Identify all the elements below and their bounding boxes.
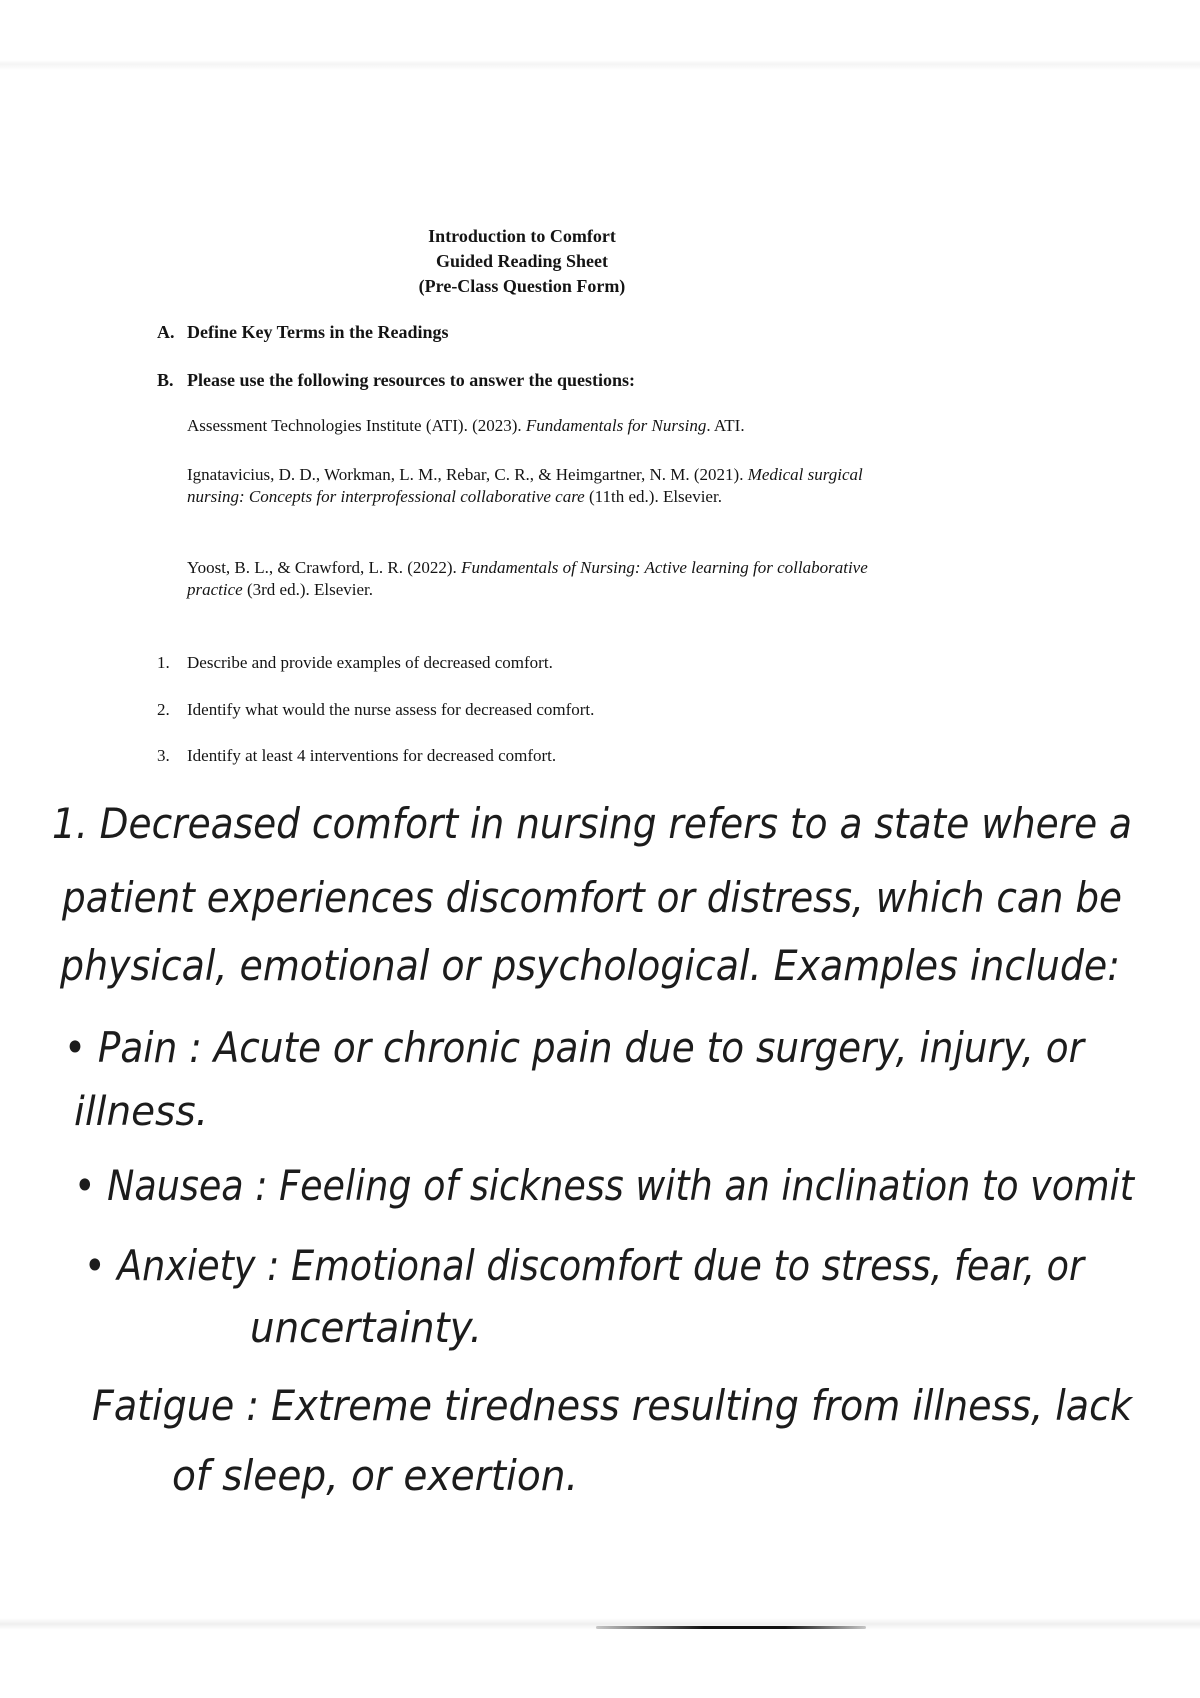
handwritten-line: uncertainty.	[250, 1303, 482, 1352]
section-title: Please use the following resources to answer the questions:	[187, 370, 635, 390]
reference-text: (11th ed.). Elsevier.	[584, 487, 722, 506]
handwritten-line: of sleep, or exertion.	[172, 1451, 578, 1500]
handwritten-line: illness.	[74, 1089, 208, 1135]
handwritten-line: • Pain : Acute or chronic pain due to surgery, injury, or	[64, 1023, 1087, 1072]
reference-text: Yoost, B. L., & Crawford, L. R. (2022).	[187, 558, 462, 577]
handwritten-line: physical, emotional or psychological. Examples include:	[59, 941, 1120, 990]
handwritten-line: patient experiences discomfort or distress, which can be	[61, 873, 1122, 922]
handwritten-line: 1. Decreased comfort in nursing refers to a state where a	[52, 799, 1132, 848]
section-title: Define Key Terms in the Readings	[187, 322, 449, 342]
reference-title: Fundamentals of Nursing: Active learning for collaborative practice	[187, 558, 868, 599]
question-number: 2.	[157, 700, 170, 719]
question-text: Identify what would the nurse assess for decreased comfort.	[187, 700, 595, 719]
question-number: 3.	[157, 746, 170, 765]
handwritten-line: • Anxiety : Emotional discomfort due to stress, fear, or	[84, 1241, 1087, 1290]
footer-rule	[596, 1626, 866, 1629]
question-text: Identify at least 4 interventions for decreased comfort.	[187, 746, 557, 765]
handwritten-line: • Nausea : Feeling of sickness with an inclination to vomit	[74, 1161, 1136, 1210]
header-form-type: (Pre-Class Question Form)	[418, 276, 626, 296]
header-title: Introduction to Comfort	[428, 226, 616, 246]
reference-title: Medical surgical nursing: Concepts for interprofessional collaborative care	[187, 465, 863, 506]
section-letter: B.	[157, 370, 174, 390]
header-subtitle: Guided Reading Sheet	[435, 251, 609, 271]
reference-text: Assessment Technologies Institute (ATI). (2023).	[187, 416, 526, 435]
reference-text: (3rd ed.). Elsevier.	[242, 580, 373, 599]
reference-text: Ignatavicius, D. D., Workman, L. M., Rebar, C. R., & Heimgartner, N. M. (2021).	[187, 465, 748, 484]
section-letter: A.	[157, 322, 175, 342]
reference-text: . ATI.	[706, 416, 745, 435]
reference-title: Fundamentals for Nursing	[525, 416, 707, 435]
question-number: 1.	[157, 653, 170, 672]
handwritten-line: Fatigue : Extreme tiredness resulting from illness, lack	[92, 1381, 1134, 1430]
question-text: Describe and provide examples of decreased comfort.	[187, 653, 553, 672]
